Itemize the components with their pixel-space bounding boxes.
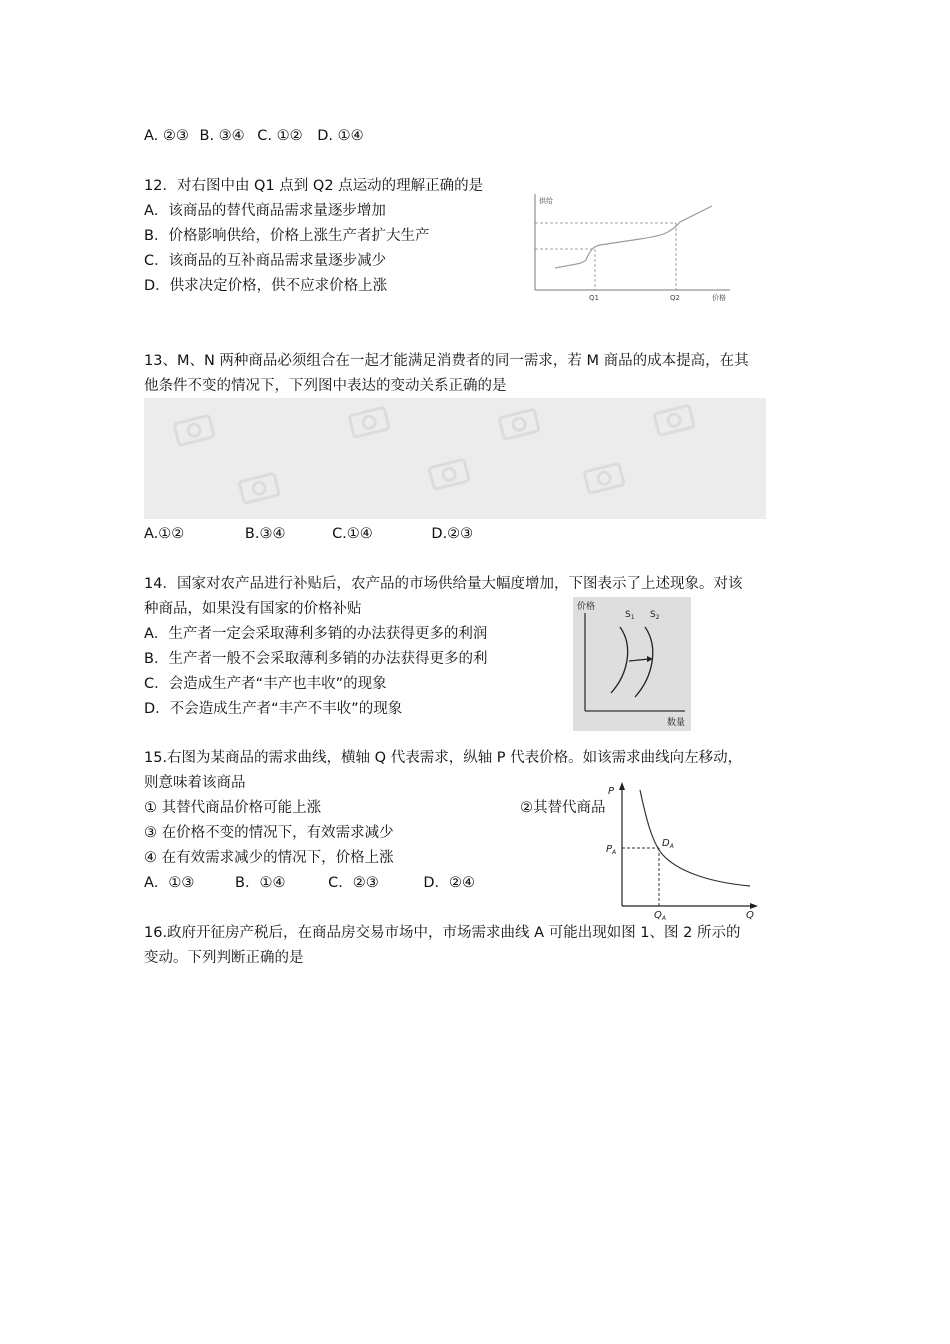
- q15-da-label: $D_A$: [662, 838, 674, 850]
- q14-s2-label: $S_2$: [650, 610, 660, 621]
- q13-options: [144, 524, 473, 544]
- q14-supply-shift-figure: [573, 597, 691, 731]
- q13-option-d: D.②③: [431, 526, 474, 542]
- q13-option-a: A.①②: [144, 526, 185, 542]
- q14-option-a: A．生产者一定会采取薄利多销的办法获得更多的利润: [144, 626, 488, 642]
- q15-qa-label: $Q_A$: [654, 910, 666, 922]
- q15-stem-line2: 则意味着该商品: [144, 775, 246, 791]
- q13-stem-line1: 13、M、N 两种商品必须组合在一起才能满足消费者的同一需求，若 M 商品的成本提高，在其: [144, 353, 749, 369]
- q14-stem-line1: 14．国家对农产品进行补贴后，农产品的市场供给量大幅度增加，下图表示了上述现象。对该: [144, 576, 743, 592]
- q12-q2-label: Q2: [670, 294, 680, 302]
- q15-option-c: C．②③: [328, 875, 379, 891]
- q15-stem-line1: 15.右图为某商品的需求曲线，横轴 Q 代表需求，纵轴 P 代表价格。如该需求曲线向左移动，: [144, 750, 743, 766]
- q12-option-b: B．价格影响供给，价格上涨生产者扩大生产: [144, 228, 430, 244]
- q16-stem-line1: 16.政府开征房产税后，在商品房交易市场中，市场需求曲线 A 可能出现如图 1、图 2 所示的: [144, 925, 741, 941]
- q14-option-d: D．不会造成生产者“丰产不丰收”的现象: [144, 701, 403, 717]
- q15-option-b: B．①④: [235, 875, 286, 891]
- q15-item-1: ① 其替代商品价格可能上涨: [144, 800, 322, 816]
- q12-xlabel: 价格: [712, 294, 726, 302]
- q11-option-d: D. ①④: [317, 128, 364, 144]
- q12-option-a: A．该商品的替代商品需求量逐步增加: [144, 203, 386, 219]
- q11-option-a: A. ②③: [144, 128, 189, 144]
- q14-xlabel: 数量: [667, 718, 686, 728]
- q12-option-d: D．供求决定价格，供不应求价格上涨: [144, 278, 388, 294]
- q14-option-c: C．会造成生产者“丰产也丰收”的现象: [144, 676, 387, 692]
- q15-demand-curve-figure: [604, 778, 764, 922]
- q12-option-c: C．该商品的互补商品需求量逐步减少: [144, 253, 387, 269]
- q13-option-b: B.③④: [244, 526, 286, 542]
- q11-option-b: B. ③④: [199, 128, 245, 144]
- q12-supply-curve: [555, 206, 712, 268]
- q11-options: [144, 126, 364, 146]
- q15-item-2: ②其替代商品: [520, 800, 606, 816]
- q14-option-b: B．生产者一般不会采取薄利多销的办法获得更多的利: [144, 651, 488, 667]
- q11-option-c: C. ①②: [257, 128, 303, 144]
- q14-ylabel: 价格: [577, 602, 596, 612]
- q14-s1-label: $S_1$: [625, 610, 635, 621]
- q15-option-d: D．②④: [423, 875, 475, 891]
- q15-options: [144, 873, 475, 893]
- q15-item-4: ④ 在有效需求减少的情况下，价格上涨: [144, 850, 394, 866]
- q13-option-c: C.①④: [332, 526, 373, 542]
- q15-demand-curve: [640, 790, 750, 886]
- q13-figure-placeholder: [144, 398, 766, 519]
- q12-ylabel: 供给: [539, 197, 553, 205]
- q12-stem: 12．对右图中由 Q1 点到 Q2 点运动的理解正确的是: [144, 178, 484, 194]
- q14-stem-line2: 种商品，如果没有国家的价格补贴: [144, 601, 362, 617]
- q15-pa-label: $P_A$: [606, 844, 617, 856]
- q15-p-label: P: [608, 786, 615, 797]
- q13-stem-line2: 他条件不变的情况下，下列图中表达的变动关系正确的是: [144, 378, 507, 394]
- q15-q-label: Q: [746, 910, 754, 921]
- q12-q1-label: Q1: [589, 294, 599, 302]
- q16-stem-line2: 变动。下列判断正确的是: [144, 950, 304, 966]
- q12-supply-price-figure: [530, 190, 750, 305]
- q15-item-3: ③ 在价格不变的情况下，有效需求减少: [144, 825, 394, 841]
- q15-option-a: A．①③: [144, 875, 195, 891]
